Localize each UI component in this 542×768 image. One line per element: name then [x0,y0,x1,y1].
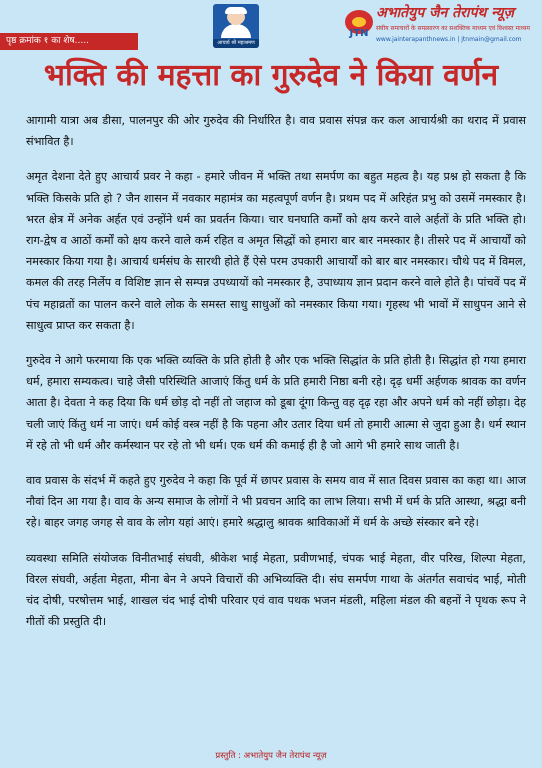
article-body [26,110,526,646]
logo-caption: आचार्य श्री महाश्रमण [213,39,259,48]
article-paragraph: वाव प्रवास के संदर्भ में कहते हुए गुरुदेव ने कहा कि पूर्व में छापर प्रवास के समय वाव में सात दिवस प्रवास का कहा था। आज नौवां दिन आ गया है। वाव के अन्य समाज के लोगों ने भी प्रवचन आदि का लाभ लिया। सभी में धर्म के प्रति आस्था, श्रद्धा बनी रहे। बाहर जगह जगह से वाव के लोग यहां आएं। हमारे श्रद्धालु श्रावक श्राविकाओं में धर्म के अच्छे संस्कार बने रहे। [26,474,526,530]
article-paragraph: गुरुदेव ने आगे फरमाया कि एक भक्ति व्यक्ति के प्रति होती है और एक भक्ति सिद्धांत के प्रति होती है। सिद्धांत हो गया हमारा धर्म, हमारा सम्यकत्व। चाहे जैसी परिस्थिति आजाएं किंतु धर्म के प्रति हमारी निष्ठा बनी रहे। दृढ़ धर्मी अर्हणक श्रावक का वर्णन आता है। देवता ने कह दिया कि धर्म छोड़ दो नहीं तो जहाज को डूबा दूंगा किन्तु वह दृढ़ रहा और अपने धर्म को नहीं छोड़ा। देह चली जाएं किंतु धर्म ना जाएं। धर्म कोई वस्त्र नहीं है कि पहना और उतार दिया धर्म तो हमारी आत्मा से जुदा हुआ है। धर्म स्थान में रहे तो भी धर्म और कर्मस्थान पर रहे तो भी धर्म। एक धर्म की कमाई ही है जो आगे भी हमारे साथ जाती है। [26,354,526,452]
header [0,0,542,50]
jtn-logo-yellow-shape [352,17,366,27]
article-paragraph: व्यवस्था समिति संयोजक विनीतभाई संघवी, श्रीकेश भाई मेहता, प्रवीणभाई, चंपक भाई मेहता, वीर परिख, शिल्पा मेहता, विरल संघवी, अर्हता मेहता, मीना बेन ने अपने विचारों की अभिव्यक्ति दी। संघ समर्पण गाथा के अंतर्गत सवाचंद भाई, मोती चंद दोषी, परषोत्तम भाई, शाखल चंद भाई दोषी परिवार एवं वाव पथक भजन मंडली, महिला मंडल की बहनों ने पृथक रूप ने गीतों की प्रस्तुति दी। [26,551,526,629]
footer-credit: प्रस्तुति : अभातेयुप जैन तेरापंथ न्यूज़ [0,744,542,768]
article-headline: भक्ति की महत्ता का गुरुदेव ने किया वर्णन [43,58,499,93]
issue-ref-banner: पृष्ठ क्रमांक १ का शेष..... [0,33,138,50]
article-paragraph: अमृत देशना देते हुए आचार्य प्रवर ने कहा - हमारे जीवन में भक्ति तथा समर्पण का बहुत महत्व है। यह प्रश्न हो सकता है कि भक्ति किसके प्रति हो ? जैन शासन में नवकार महामंत्र का महत्वपूर्ण वर्णन है। प्रथम पद में अरिहंत प्रभु को उसमें नमस्कार है। भरत क्षेत्र में अनेक अर्हत एवं उन्होंने धर्म का प्रवर्तन किया। चार घनघाति कर्मों को क्षय करने वाले अर्हतों के प्रति भक्ति हो। राग-द्वेष व आठों कर्मों को क्षय करने वाले कर्म रहित व अमृत सिद्धों को हमारा बार बार नमस्कार है। तीसरे पद में आचार्यों को नमस्कार किया गया है। आचार्य धर्मसंघ के सारथी होते हैं ऐसे परम उपकारी आचार्यों को बार बार नमस्कार। चौथे पद में विमल, कमल की तरह निर्लेप व विशिष्ट ज्ञान से सम्पन्न उपध्यायों को नमस्कार है, उपाध्याय ज्ञान प्रदान करने वाले होते है। पांचवें पद में पंच महाव्रतों का पालन करने वाले लोक के समस्त साधु साधुओं को नमस्कार किया गया। गृहस्थ भी भावों में साधुपन आने से साधुत्व प्राप्त कर सकता है। [26,170,526,332]
jtn-logo-letters: JTN [349,28,369,39]
jtn-logo-icon [344,8,374,38]
brand-tagline: संघीय समाचारों के सम्प्रसारण का सशक्तिक माध्यम एवं विश्वस्त माध्यम [376,25,530,32]
acharya-portrait-logo [213,4,259,48]
brand-title: अभातेयुप जैन तेरापंथ न्यूज़ [376,5,514,21]
brand-contact: www.jainterapanthnews.in | jtnmain@gmail.com [376,36,522,43]
jtn-brand-block [344,2,540,48]
article-paragraph: आगामी यात्रा अब डीसा, पालनपुर की ओर गुरुदेव की निर्धारित है। वाव प्रवास संपन्न कर कल आचार्यश्री का थराद में प्रवास संभावित है। [26,114,526,149]
portrait-body-shape [221,24,251,38]
portrait-cap-shape [225,7,247,14]
